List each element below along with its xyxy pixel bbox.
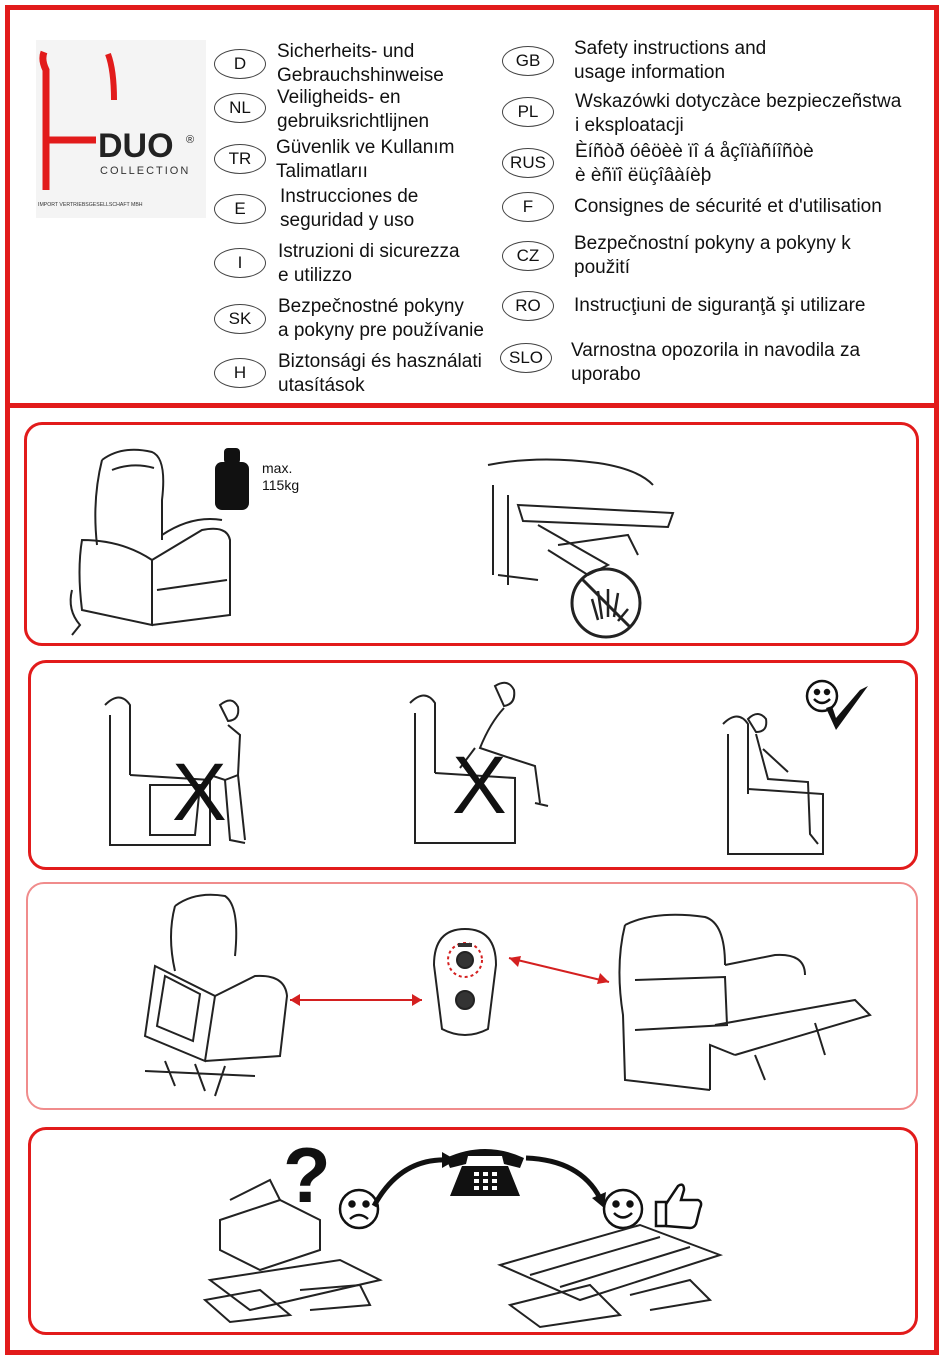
lang-text-e: Instrucciones de seguridad y uso xyxy=(280,186,419,231)
lang-code-f: F xyxy=(502,192,554,222)
lang-code-h: H xyxy=(214,358,266,388)
header-divider xyxy=(5,403,939,408)
max-weight-label: max. 115kg xyxy=(262,460,300,493)
lang-code-sk: SK xyxy=(214,304,266,334)
remote-control-icon xyxy=(430,925,500,1045)
weight-icon xyxy=(212,444,252,514)
lang-text-pl: Wskazówki dotyczàce bezpieczeñstwa i eksploatacji xyxy=(575,91,902,136)
question-mark: ? xyxy=(283,1131,331,1219)
arrow-right xyxy=(505,950,615,990)
lang-code-pl: PL xyxy=(502,97,554,127)
lang-text-sk: Bezpečnostné pokyny a pokyny pre používanie xyxy=(278,296,484,341)
lang-code-d: D xyxy=(214,49,266,79)
lang-text-nl: Veiligheids- en gebruiksrichtlijnen xyxy=(277,87,430,132)
arrow-left xyxy=(286,990,426,1010)
no-hands-icon xyxy=(568,565,644,641)
lang-text-h: Biztonsági és használati utasítások xyxy=(278,351,482,396)
lang-text-gb: Safety instructions and usage information xyxy=(574,38,767,83)
check-icon xyxy=(820,682,872,736)
svg-text:®: ® xyxy=(186,134,195,146)
lang-code-rus: RUS xyxy=(502,148,554,178)
lang-code-nl: NL xyxy=(214,93,266,123)
lang-code-tr: TR xyxy=(214,144,266,174)
svg-text:COLLECTION: COLLECTION xyxy=(100,165,191,177)
lang-text-ro: Instrucţiuni de siguranţă şi utilizare xyxy=(574,295,866,316)
lang-code-ro: RO xyxy=(502,291,554,321)
lang-code-e: E xyxy=(214,194,266,224)
prohibited-x-mark-2: X xyxy=(452,740,507,831)
lang-code-i: I xyxy=(214,248,266,278)
prohibited-x-mark-1: X xyxy=(172,747,227,838)
lifted-chair-illustration xyxy=(135,886,295,1106)
lang-text-i: Istruzioni di sicurezza e utilizzo xyxy=(278,241,460,286)
lang-text-tr: Güvenlik ve Kullanım Talimatlarıı xyxy=(276,137,455,182)
telephone-icon xyxy=(440,1140,530,1200)
svg-text:DUO: DUO xyxy=(98,127,174,165)
lang-code-gb: GB xyxy=(502,46,554,76)
svg-text:IMPORT VERTRIEBSGESELLSCHAFT M: IMPORT VERTRIEBSGESELLSCHAFT MBH xyxy=(38,202,143,208)
duo-collection-logo xyxy=(36,40,206,218)
lang-code-cz: CZ xyxy=(502,241,554,271)
curved-arrow-right xyxy=(520,1150,610,1210)
intact-package-illustration xyxy=(490,1205,730,1330)
lang-text-cz: Bezpečnostní pokyny a pokyny k použití xyxy=(574,233,851,278)
lang-text-rus: Èíñòð óêöèè ïî á åçîïàñíîñòè è èñïî ëüçîâàíèþ xyxy=(575,141,814,186)
lang-text-f: Consignes de sécurité et d'utilisation xyxy=(574,196,882,217)
lang-code-slo: SLO xyxy=(500,343,552,373)
reclined-chair-illustration xyxy=(615,905,875,1100)
lang-text-d: Sicherheits- und Gebrauchshinweise xyxy=(277,41,444,86)
lang-text-slo: Varnostna opozorila in navodila za uporabo xyxy=(571,340,861,385)
